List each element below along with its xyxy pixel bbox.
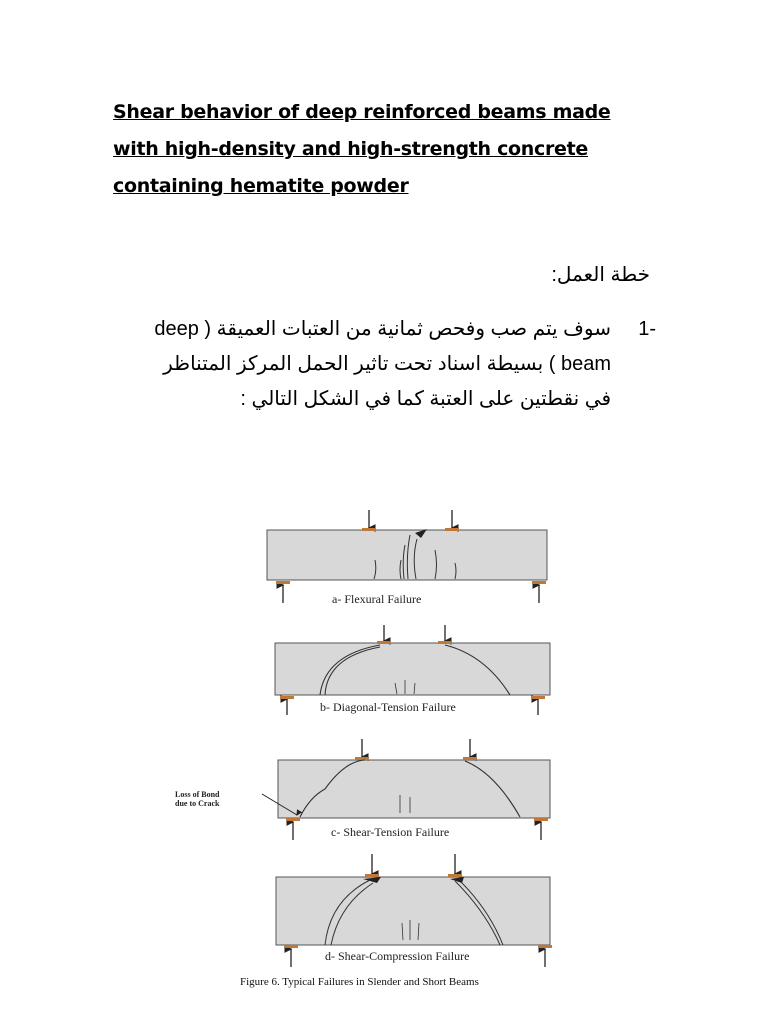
title-line-1: Shear behavior of deep reinforced beams made bbox=[113, 101, 611, 123]
figure-caption: Figure 6. Typical Failures in Slender and Short Beams bbox=[240, 976, 479, 988]
panel-diagonal-tension-label: b- Diagonal-Tension Failure bbox=[320, 700, 456, 714]
panel-shear-tension bbox=[175, 739, 550, 840]
panel-flexural bbox=[267, 510, 547, 606]
item-line-1: سوف يتم صب وفحص ثمانية من العتبات العميقة ( deep bbox=[154, 318, 611, 340]
panel-shear-compression-label: d- Shear-Compression Failure bbox=[325, 949, 470, 963]
panel-shear-compression bbox=[276, 854, 552, 967]
panel-flexural-label: a- Flexural Failure bbox=[332, 592, 422, 606]
panel-shear-tension-label: c- Shear-Tension Failure bbox=[331, 825, 450, 839]
item-line-2: beam ) بسيطة اسناد تحت تاثير الحمل المركز المتناظر bbox=[163, 353, 611, 375]
title-line-3: containing hematite powder bbox=[113, 175, 409, 197]
document-title bbox=[113, 94, 653, 205]
item-line-3: في نقطتين على العتبة كما في الشكل التالي : bbox=[240, 388, 611, 410]
beam-failure-figure bbox=[165, 505, 575, 995]
title-line-2: with high-density and high-strength concrete bbox=[113, 138, 589, 160]
work-plan-item-1 bbox=[96, 312, 656, 417]
annotation-line-2: due to Crack bbox=[175, 799, 220, 808]
failure-diagram bbox=[165, 505, 575, 995]
panel-diagonal-tension bbox=[275, 625, 550, 715]
plan-heading: خطة العمل: bbox=[551, 264, 650, 286]
annotation-line-1: Loss of Bond bbox=[175, 790, 220, 799]
item-number: 1- bbox=[638, 318, 656, 340]
